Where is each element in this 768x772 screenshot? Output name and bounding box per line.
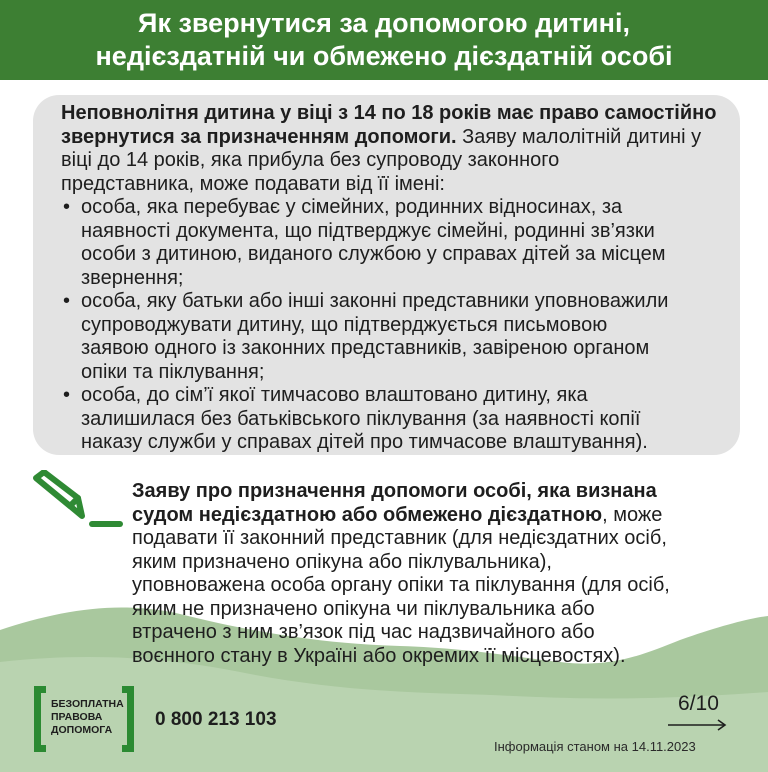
bullet-line: особа, яку батьки або інші законні представники уповноважили <box>81 290 669 312</box>
page-title-line-2: недієздатній чи обмежено дієздатній особі <box>95 41 673 71</box>
bullet-line: звернення; <box>81 266 184 289</box>
bullet-dot-icon: • <box>63 290 71 312</box>
logo <box>34 686 134 752</box>
box-line <box>61 126 726 150</box>
logo-line: БЕЗОПЛАТНА <box>51 698 124 710</box>
section-line: уповноважена особа органу опіки та піклування (для осіб, <box>132 574 670 596</box>
section-line: яким призначено опікуна або піклувальника), <box>132 550 552 573</box>
info-date: Інформація станом на 14.11.2023 <box>494 739 696 754</box>
header-banner <box>0 0 768 80</box>
box-bold-text: звернутися за призначенням допомоги. <box>61 125 457 148</box>
box-line: представника, може подавати від її імені: <box>61 172 445 195</box>
box-line: віці до 14 років, яка прибула без супроводу законного <box>61 149 560 171</box>
section-bold-text: Заяву про призначення допомоги особі, яка визнана <box>132 480 657 502</box>
box-text: Заяву малолітній дитині у <box>456 125 702 148</box>
logo-line: ДОПОМОГА <box>51 724 113 736</box>
bullet-line: заявою одного із законних представників, завіреною органом <box>81 337 650 359</box>
page-number: 6/10 <box>678 692 719 715</box>
bullet-item <box>61 290 726 384</box>
bullet-item <box>61 384 726 455</box>
box-line <box>61 102 726 126</box>
bullet-line: опіки та піклування; <box>81 360 265 383</box>
section-line: воєнного стану в Україні або окремих її місцевостях). <box>132 644 626 667</box>
section-text: , може <box>602 503 663 526</box>
pencil-icon <box>30 470 124 532</box>
bullet-dot-icon: • <box>63 384 71 406</box>
bullet-line: супроводжувати дитину, що підтверджується письмовою <box>81 313 608 336</box>
bullet-item <box>61 196 726 290</box>
bullet-line: залишилася без батьківського піклування (за наявності копії <box>81 407 641 430</box>
arrow-right-icon[interactable] <box>667 718 727 732</box>
legal-incapacity-section <box>132 480 752 668</box>
bullet-line: особа, до сім’ї якої тимчасово влаштовано дитину, яка <box>81 384 588 406</box>
bullet-dot-icon: • <box>63 196 71 218</box>
logo-bracket-right <box>122 686 134 752</box>
bullet-line: особа, яка перебуває у сімейних, родинних відносинах, за <box>81 196 623 218</box>
bullet-line: особи з дитиною, виданого службою у справах дітей за місцем <box>81 243 666 265</box>
section-line <box>132 504 752 528</box>
hotline-phone[interactable]: 0 800 213 103 <box>155 709 277 730</box>
bullet-line: наказу служби у справах дітей про тимчасове влаштування). <box>81 431 648 453</box>
section-line <box>132 480 752 504</box>
section-line: подавати її законний представник (для недієздатних осіб, <box>132 527 667 549</box>
section-bold-text: судом недієздатною або обмежено дієздатною <box>132 503 603 526</box>
logo-text <box>51 698 124 737</box>
page-title-line-1: Як звернутися за допомогою дитині, <box>138 8 630 38</box>
logo-line: ПРАВОВА <box>51 711 103 723</box>
bullet-line: наявності документа, що підтверджує сімейні, родинні зв’язки <box>81 219 655 242</box>
section-line: втрачено з ним зв’язок під час надзвичайного або <box>132 621 595 643</box>
box-bold-text: Неповнолітня дитина у віці з 14 по 18 років має право самостійно <box>61 102 717 124</box>
section-line: яким не призначено опікуна чи піклувальника або <box>132 597 595 620</box>
logo-bracket-left <box>34 686 46 752</box>
info-box <box>33 95 740 455</box>
